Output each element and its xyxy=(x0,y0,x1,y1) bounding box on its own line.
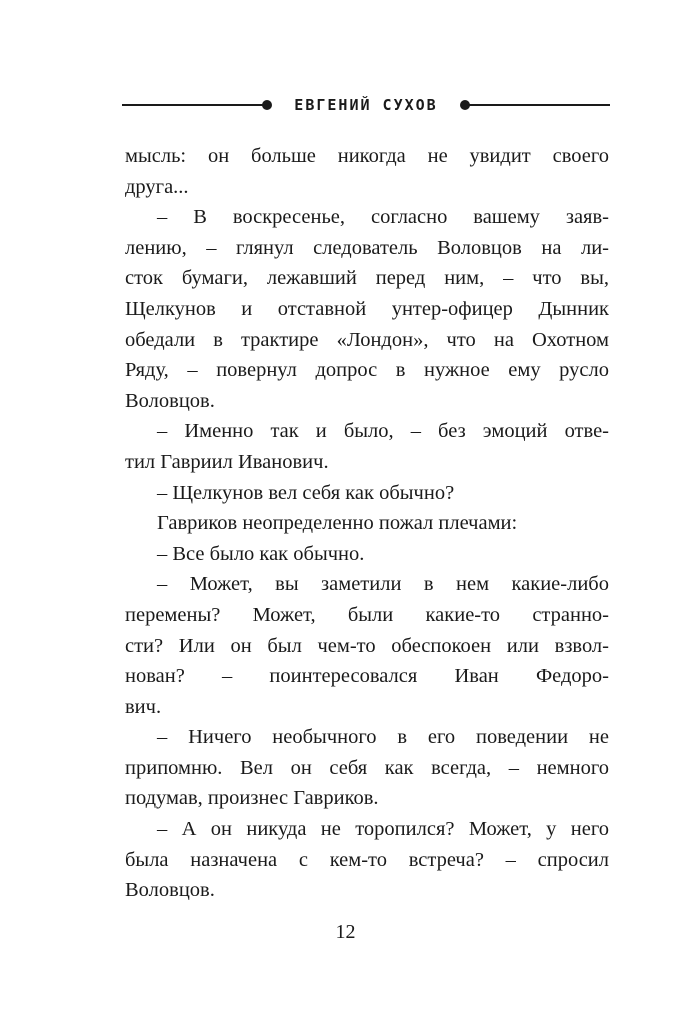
text-line: – Все было как обычно. xyxy=(157,542,365,565)
text-line: сти? Или он был чем-то обеспокоен или взвол- xyxy=(125,634,609,657)
text-line: – Щелкунов вел себя как обычно? xyxy=(157,481,455,504)
header-bullet-left xyxy=(262,100,272,110)
header-rule-right xyxy=(469,104,610,106)
running-header xyxy=(122,92,610,118)
text-line: Гавриков неопределенно пожал плечами: xyxy=(157,512,518,535)
text-line: Щелкунов и отставной унтер-офицер Дынник xyxy=(125,297,609,320)
text-line: перемены? Может, были какие-то странно- xyxy=(125,603,609,626)
text-line: – Ничего необычного в его поведении не xyxy=(157,726,609,749)
text-line: – В воскресенье, согласно вашему заяв- xyxy=(157,206,609,229)
body-text xyxy=(125,141,609,906)
text-line: – Может, вы заметили в нем какие-либо xyxy=(157,573,609,596)
text-line: мысль: он больше никогда не увидит своего xyxy=(125,145,609,167)
text-line: припомню. Вел он себя как всегда, – немного xyxy=(125,756,609,779)
text-line: – А он никуда не торопился? Может, у него xyxy=(157,818,609,841)
text-line: обедали в трактире «Лондон», что на Охотном xyxy=(125,328,609,351)
text-line: Воловцов. xyxy=(125,879,215,902)
page-number: 12 xyxy=(335,921,356,943)
text-line: друга... xyxy=(125,175,189,198)
text-line: была назначена с кем-то встреча? – спросил xyxy=(125,848,609,871)
text-line: Воловцов. xyxy=(125,389,215,412)
text-line: вич. xyxy=(125,695,162,718)
text-line: нован? – поинтересовался Иван Федоро- xyxy=(125,665,609,688)
text-line: тил Гавриил Иванович. xyxy=(125,450,329,473)
running-head-author: ЕВГЕНИЙ СУХОВ xyxy=(294,96,438,114)
text-line: сток бумаги, лежавший перед ним, – что вы, xyxy=(125,267,609,290)
text-line: лению, – глянул следователь Воловцов на ли- xyxy=(125,236,609,259)
header-rule-left xyxy=(122,104,263,106)
text-line: – Именно так и было, – без эмоций отве- xyxy=(157,420,609,443)
text-line: Ряду, – повернул допрос в нужное ему русло xyxy=(125,359,609,382)
text-line: подумав, произнес Гавриков. xyxy=(125,787,379,810)
